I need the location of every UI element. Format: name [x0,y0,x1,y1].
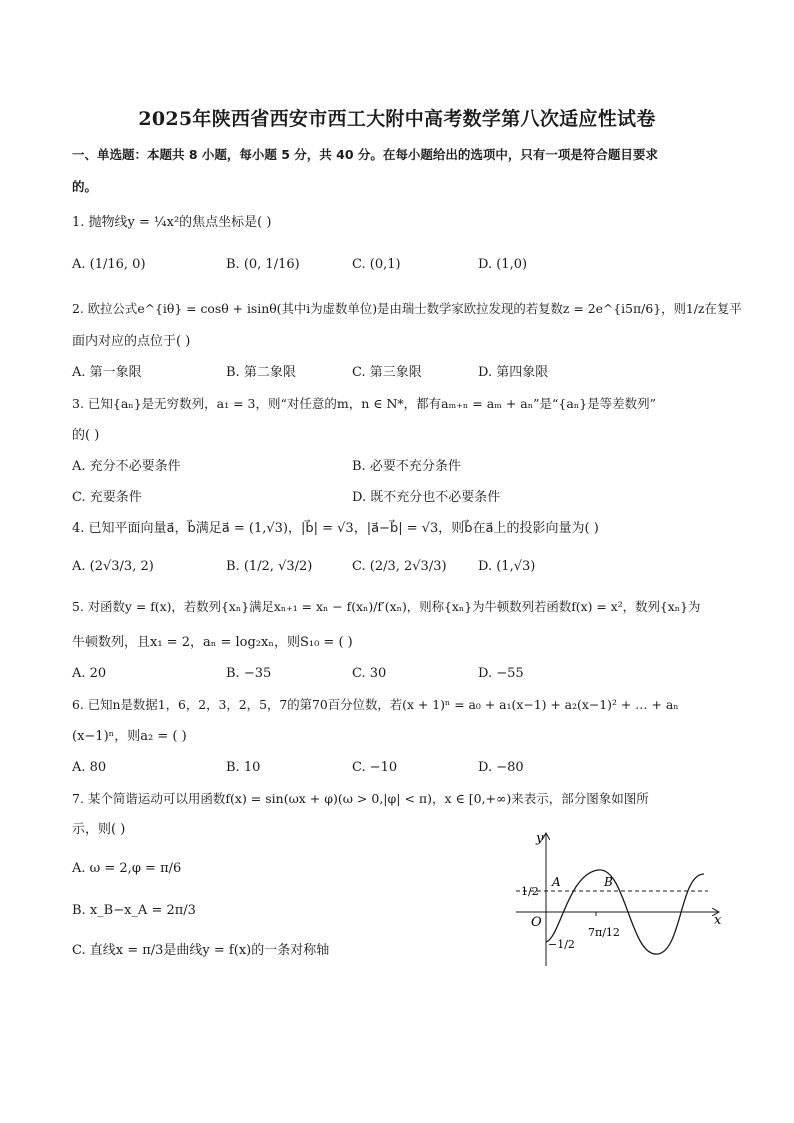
question-1-stem: 1. 抛物线y = ¼x²的焦点坐标是( ) [72,215,272,230]
question-4-stem: 4. 已知平面向量a⃗，b⃗满足a⃗ = (1,√3)，|b⃗| = √3，|a⃗−b⃗| = √3，则b⃗在a⃗上的投影向量为( ) [72,521,599,536]
q1-option-a: A. (1/16, 0) [72,257,146,272]
q5-option-c: C. 30 [352,666,387,681]
question-3-stem-line2: 的( ) [72,428,100,443]
point-b-label: B [604,875,613,889]
question-5-stem-line2: 牛顿数列，且x₁ = 2，aₙ = log₂xₙ，则S₁₀ = ( ) [72,635,353,650]
q1-option-b: B. (0, 1/16) [226,257,300,272]
q4-option-a: A. (2√3/3, 2) [72,559,154,574]
q1-option-c: C. (0,1) [352,257,401,272]
q5-option-b: B. −35 [226,666,272,681]
q3-option-b: B. 必要不充分条件 [352,459,461,474]
q4-option-d: D. (1,√3) [478,559,536,574]
q4-option-c: C. (2/3, 2√3/3) [352,559,447,574]
q7-option-c: C. 直线x = π/3是曲线y = f(x)的一条对称轴 [72,943,330,958]
question-6-stem-line1: 6. 已知n是数据1，6，2，3，2，5，7的第70百分位数，若(x + 1)ⁿ = a₀ + a₁(x−1) + a₂(x−1)² + … + aₙ [72,697,679,712]
exam-title: 2025年陕西省西安市西工大附中高考数学第八次适应性试卷 [138,108,656,130]
q2-option-b: B. 第二象限 [226,365,296,380]
question-3-stem-line1: 3. 已知{aₙ}是无穷数列，a₁ = 3，则“对任意的m，n ∈ N*，都有aₘ₊ₙ = aₘ + aₙ”是“{aₙ}是等差数列” [72,396,657,411]
question-5-stem-line1: 5. 对函数y = f(x)，若数列{xₙ}满足xₙ₊₁ = xₙ − f(xₙ)/f′(xₙ)，则称{xₙ}为牛顿数列若函数f(x) = x²，数列{xₙ}为 [72,599,701,614]
q3-option-a: A. 充分不必要条件 [72,459,181,474]
q1-option-d: D. (1,0) [478,257,528,272]
q3-option-d: D. 既不充分也不必要条件 [352,490,501,505]
question-2-stem-line1: 2. 欧拉公式e^{iθ} = cosθ + isinθ(其中i为虚数单位)是由瑞士数学家欧拉发现的若复数z = 2e^{i5π/6}，则1/z在复平 [72,301,742,316]
q2-option-c: C. 第三象限 [352,365,422,380]
q4-option-b: B. (1/2, √3/2) [226,559,313,574]
section-heading-line2: 的。 [72,179,98,194]
q6-option-d: D. −80 [478,760,524,775]
origin-label: O [531,915,542,930]
q5-option-d: D. −55 [478,666,524,681]
q7-option-a: A. ω = 2,φ = π/6 [72,861,182,876]
q6-option-a: A. 80 [72,760,107,775]
q2-option-a: A. 第一象限 [72,365,142,380]
question-7-stem-line1: 7. 某个简谐运动可以用函数f(x) = sin(ωx + φ)(ω > 0,|φ| < π)，x ∈ [0,+∞)来表示，部分图象如图所 [72,791,649,806]
y-axis-label: y [536,831,544,846]
q7-option-b: B. x_B−x_A = 2π/3 [72,903,196,918]
question-2-stem-line2: 面内对应的点位于( ) [72,334,191,349]
point-a-label: A [552,875,561,889]
q6-option-c: C. −10 [352,760,398,775]
question-6-stem-line2: (x−1)ⁿ，则a₂ = ( ) [72,729,187,744]
y-half-label: 1/2 [521,885,539,898]
q2-option-d: D. 第四象限 [478,365,549,380]
section-heading-line1: 一、单选题：本题共 8 小题，每小题 5 分，共 40 分。在每小题给出的选项中，只有一项是符合题目要求 [72,147,658,162]
y-neg-half-label: −1/2 [548,938,575,951]
x-axis-label: x [714,913,722,928]
question-7-stem-line2: 示，则( ) [72,822,126,837]
x-tick-label: 7π/12 [588,926,620,939]
q3-option-c: C. 充要条件 [72,490,142,505]
q6-option-b: B. 10 [226,760,261,775]
sine-graph-figure [508,828,738,970]
q5-option-a: A. 20 [72,666,107,681]
